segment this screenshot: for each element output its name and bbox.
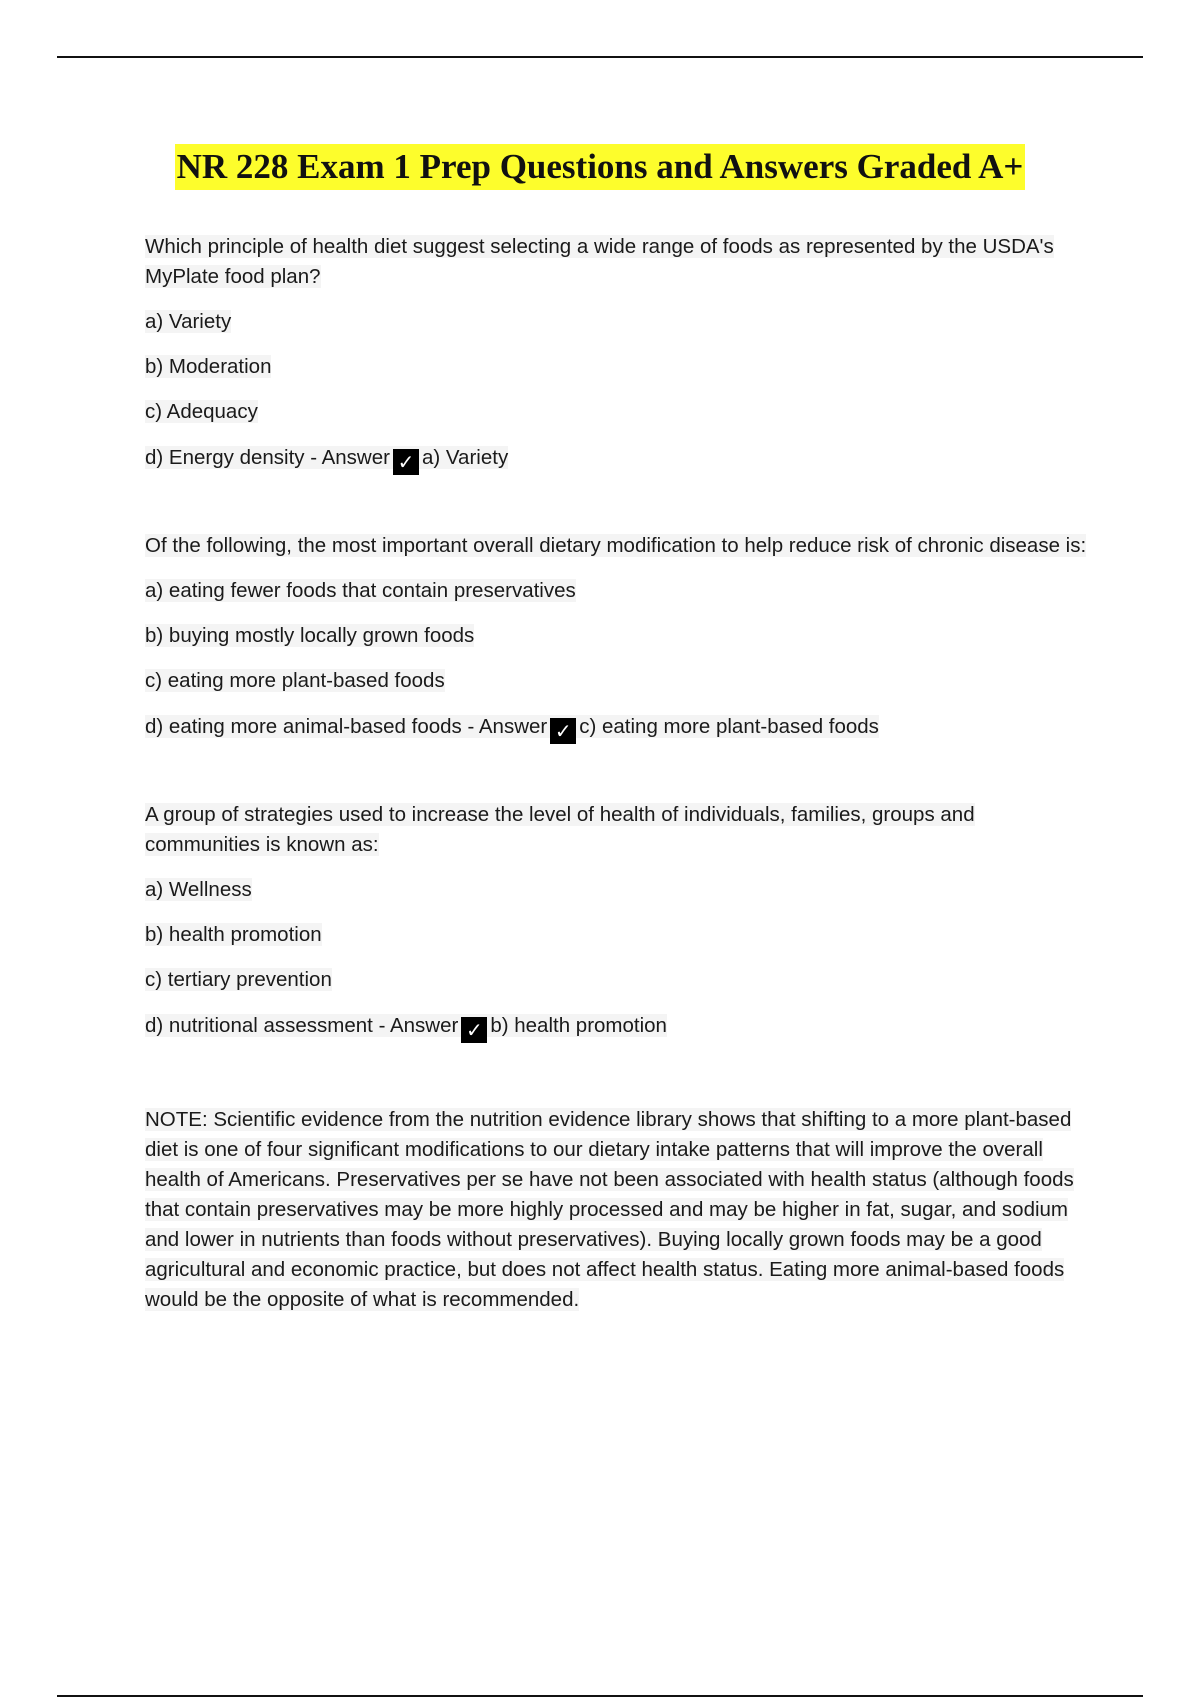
answer-text: b) health promotion [490, 1014, 667, 1037]
option-item: b) buying mostly locally grown foods [145, 624, 475, 647]
option-item: c) eating more plant-based foods [145, 669, 445, 692]
question-block-1 [145, 232, 1095, 475]
document-body [145, 232, 1095, 1315]
note-paragraph: NOTE: Scientific evidence from the nutrition evidence library shows that shifting to a more plant-based diet is one of four significant modifications to our dietary intake patterns that will improve the overall health of Americans. Preservatives per se have not been associated with health status (although foods that contain preservatives may be more highly processed and may be higher in fat, sugar, and sodium and lower in nutrients than foods without preservatives). Buying locally grown foods may be a good agricultural and economic practice, but does not affect health status. Eating more animal-based foods would be the opposite of what is recommended. [145, 1108, 1074, 1311]
last-option-text: d) Energy density - Answer [145, 446, 390, 469]
option-item: b) health promotion [145, 923, 322, 946]
answer-line [145, 712, 1095, 744]
check-icon: ✓ [550, 718, 576, 744]
last-option-text: d) eating more animal-based foods - Answer [145, 715, 548, 738]
question-block-3 [145, 800, 1095, 1043]
option-item: b) Moderation [145, 355, 272, 378]
question-text: Of the following, the most important overall dietary modification to help reduce risk of chronic disease is: [145, 534, 1087, 557]
answer-line [145, 443, 1095, 475]
option-item: c) tertiary prevention [145, 968, 332, 991]
answer-text: a) Variety [421, 446, 509, 469]
question-block-2 [145, 531, 1095, 744]
answer-text: c) eating more plant-based foods [579, 715, 879, 738]
last-option-text: d) nutritional assessment - Answer [145, 1014, 459, 1037]
check-icon: ✓ [461, 1017, 487, 1043]
option-item: a) Variety [145, 310, 232, 333]
question-text: A group of strategies used to increase the level of health of individuals, families, groups and communities is known as: [145, 803, 975, 856]
document-title: NR 228 Exam 1 Prep Questions and Answers Graded A+ [175, 144, 1026, 190]
answer-line [145, 1011, 1095, 1043]
option-item: a) eating fewer foods that contain preservatives [145, 579, 576, 602]
title-area [0, 144, 1200, 190]
option-item: a) Wellness [145, 878, 252, 901]
option-item: c) Adequacy [145, 400, 258, 423]
top-rule [57, 56, 1143, 58]
question-text: Which principle of health diet suggest selecting a wide range of foods as represented by the USDA's MyPlate food plan? [145, 235, 1054, 288]
check-icon: ✓ [393, 449, 419, 475]
bottom-rule [57, 1695, 1143, 1697]
